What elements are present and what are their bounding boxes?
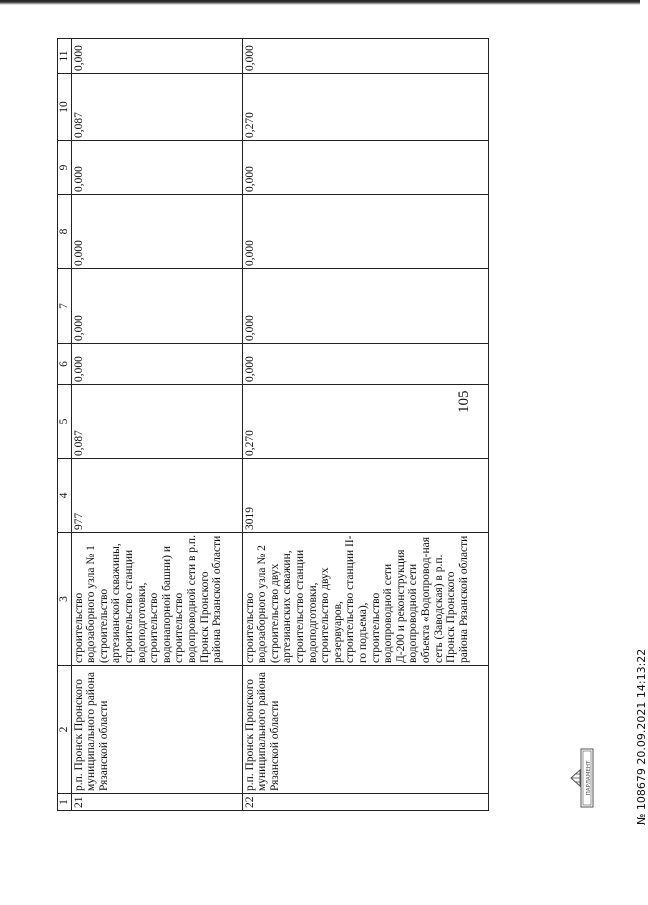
value-cell-8: 0,000 — [71, 195, 242, 269]
parliament-seal — [567, 748, 600, 808]
value-cell-11: 0,000 — [242, 39, 488, 74]
works-cell: строительство водозаборного узла № 2 (строительство двух артезианских скважин, строительство станции водоподготовки, строительство двух резервуаров, строительство станции II-го подъема), строительство водопроводной сети Д-200 и реконструкция водопроводной сети объекта «Водопровод-ная сеть (Заводская) в р.п. Пронск Пронского района Рязанской области — [242, 533, 488, 666]
value-cell-9: 0,000 — [71, 141, 242, 195]
works-cell: строительство водозаборного узла № 1 (строительство артезианской скважины, строительство станции водоподготовки, строительство водонапорной башни) и строительство водопроводной сети в р.п. Пронск Пронского района Рязанской области — [71, 533, 242, 666]
registration-stamp: № 108679 20.09.2021 14:13:22 — [635, 648, 648, 825]
header-col-6: 6 — [58, 344, 72, 385]
place-cell: р.п. Пронск Пронского муниципального района Рязанской области — [71, 666, 242, 794]
header-col-9: 9 — [58, 141, 72, 195]
value-cell-6: 0,000 — [71, 344, 242, 385]
value-cell-10: 0,270 — [242, 74, 488, 141]
rotated-table-wrapper — [57, 38, 489, 811]
seal-text: ПАРЛАМЕНТ — [586, 760, 592, 796]
header-col-11: 11 — [58, 39, 72, 74]
header-col-10: 10 — [58, 74, 72, 141]
header-col-3: 3 — [58, 533, 72, 666]
value-cell-9: 0,000 — [242, 141, 488, 195]
value-cell-4: 977 — [71, 459, 242, 533]
table-header-row — [58, 39, 72, 811]
value-cell-7: 0,000 — [71, 269, 242, 344]
value-cell-5: 0,087 — [71, 385, 242, 459]
value-cell-4: 3019 — [242, 459, 488, 533]
header-col-7: 7 — [58, 269, 72, 344]
seal-icon — [567, 748, 595, 808]
header-col-1: 1 — [58, 794, 72, 811]
value-cell-5: 0,270 — [242, 385, 488, 459]
value-cell-6: 0,000 — [242, 344, 488, 385]
place-cell: р.п. Пронск Пронского муниципального района Рязанской области — [242, 666, 488, 794]
data-table — [57, 38, 489, 811]
value-cell-8: 0,000 — [242, 195, 488, 269]
row-number-cell: 21 — [71, 794, 242, 811]
row-number-cell: 22 — [242, 794, 488, 811]
header-col-2: 2 — [58, 666, 72, 794]
scan-top-edge — [0, 0, 640, 5]
table-row — [242, 39, 488, 811]
table-row — [71, 39, 242, 811]
header-col-5: 5 — [58, 385, 72, 459]
value-cell-10: 0,087 — [71, 74, 242, 141]
header-col-4: 4 — [58, 459, 72, 533]
value-cell-7: 0,000 — [242, 269, 488, 344]
header-col-8: 8 — [58, 195, 72, 269]
page-number: 105 — [456, 390, 472, 413]
value-cell-11: 0,000 — [71, 39, 242, 74]
